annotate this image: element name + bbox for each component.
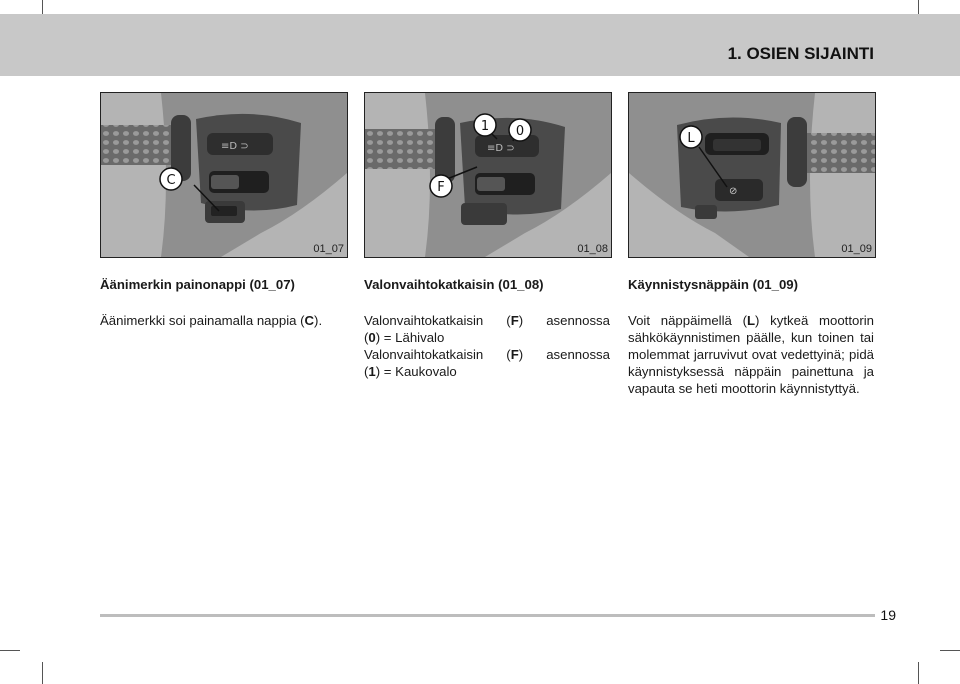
section-title: 1. OSIEN SIJAINTI — [727, 44, 874, 63]
lights-line: (1) = Kaukovalo — [364, 364, 457, 379]
crop-mark — [940, 650, 960, 651]
grip — [365, 129, 445, 169]
horn-heading: Äänimerkin painonappi (01_07) — [100, 277, 295, 292]
callout-label: 0 — [515, 124, 525, 139]
callout-label: C — [166, 173, 176, 188]
lights-heading: Valonvaihtokatkaisin (01_08) — [364, 277, 544, 292]
column-start — [628, 276, 874, 397]
crop-mark — [918, 662, 919, 684]
horn-text: Äänimerkki soi painamalla nappia (C). — [100, 313, 323, 328]
figure-light-switch — [364, 92, 612, 258]
lights-line: Valonvaihtokatkaisin (F) asennossa — [364, 347, 610, 362]
horn-key: C — [304, 313, 315, 328]
svg-text:≡D ⊃: ≡D ⊃ — [221, 141, 249, 152]
handlebar-left-illustration — [101, 93, 347, 257]
figure-start-button — [628, 92, 876, 258]
svg-text:≡D ⊃: ≡D ⊃ — [487, 143, 515, 154]
svg-text:⊘: ⊘ — [729, 186, 738, 197]
crop-mark — [0, 650, 20, 651]
figure-horn-button — [100, 92, 348, 258]
page-number: 19 — [880, 607, 896, 623]
start-button — [715, 179, 763, 201]
crop-mark — [42, 662, 43, 684]
handlebar-left-illustration — [365, 93, 611, 257]
lights-line: (0) = Lähivalo — [364, 330, 445, 345]
callout-label: L — [687, 131, 695, 146]
column-horn — [100, 276, 346, 329]
callout-label: 1 — [480, 119, 490, 134]
column-lights — [364, 276, 610, 380]
figure-code: 01_09 — [841, 243, 872, 255]
grip — [799, 133, 875, 173]
handlebar-right-illustration — [629, 93, 875, 257]
callout-label: F — [437, 180, 445, 195]
start-heading: Käynnistysnäppäin (01_09) — [628, 277, 799, 292]
figure-code: 01_07 — [313, 243, 344, 255]
start-text: Voit näppäimellä (L) kytkeä moottorin sähkökäynnistimen päälle, kun toinen tai molemmat jarruvivut ovat vedettyinä; pidä käynnistyksessä näppäin painettuna ja vapauta se heti moottorin käynnistyttyä. — [628, 313, 874, 396]
figure-code: 01_08 — [577, 243, 608, 255]
switch-housing — [196, 114, 301, 211]
footer-rule — [100, 614, 875, 617]
start-key: L — [746, 313, 756, 328]
grip — [101, 125, 181, 165]
lights-line: Valonvaihtokatkaisin (F) asennossa — [364, 313, 610, 328]
